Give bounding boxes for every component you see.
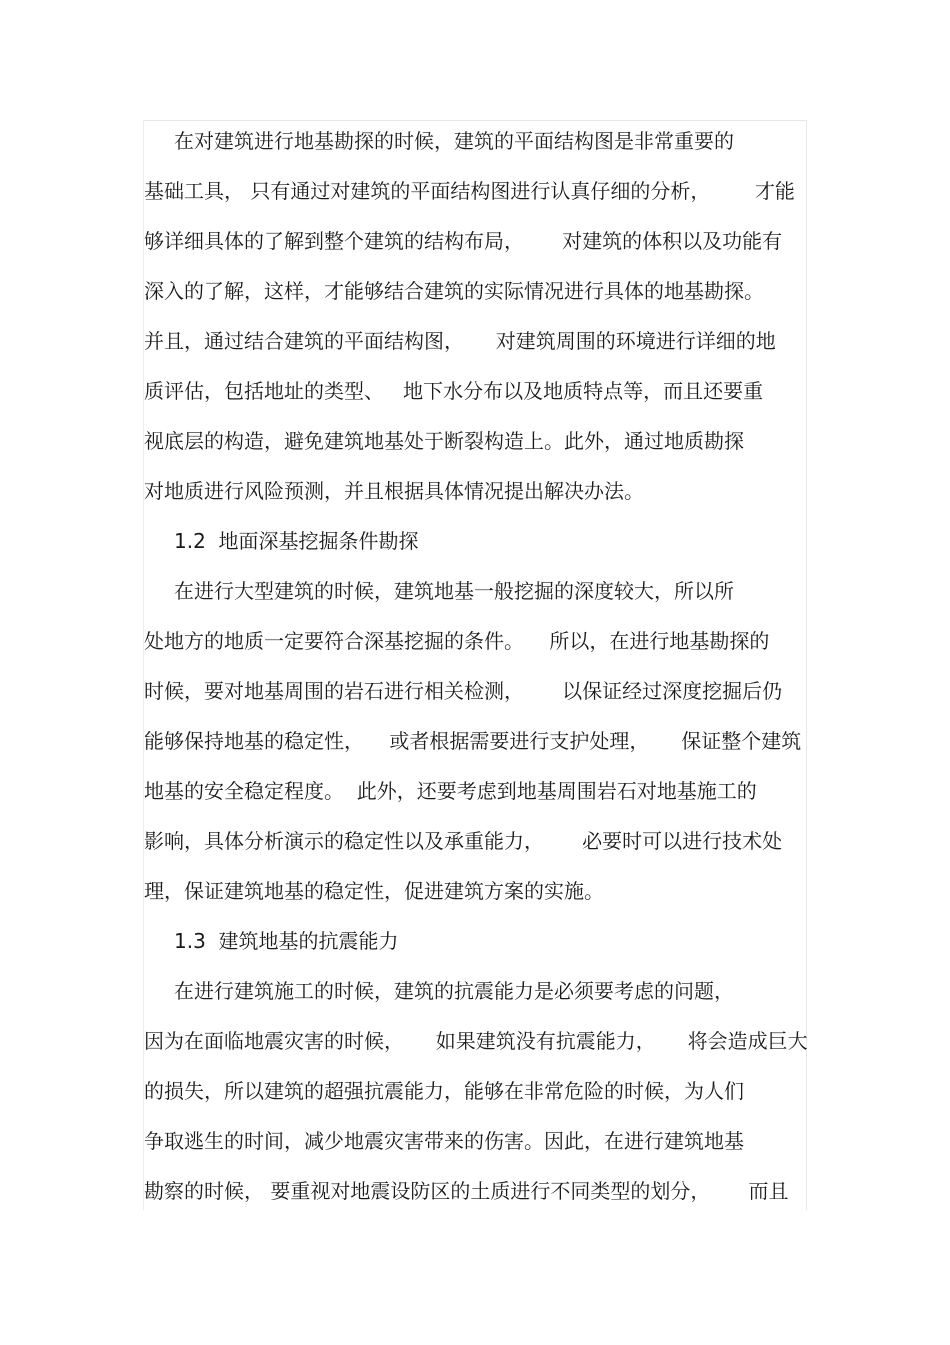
text-line: 基础工具， 只有通过对建筑的平面结构图进行认真仔细的分析， 才能 <box>144 179 795 203</box>
text-line: 并且，通过结合建筑的平面结构图， 对建筑周围的环境进行详细的地 <box>144 329 776 353</box>
text-line: 深入的了解，这样，才能够结合建筑的实际情况进行具体的地基勘探。 <box>144 279 764 303</box>
text-line: 在对建筑进行地基勘探的时候，建筑的平面结构图是非常重要的 <box>174 129 734 153</box>
section-heading: 1.2 地面深基挖掘条件勘探 <box>174 529 419 553</box>
text-line: 够详细具体的了解到整个建筑的结构布局， 对建筑的体积以及功能有 <box>144 229 783 253</box>
text-line: 时候，要对地基周围的岩石进行相关检测， 以保证经过深度挖掘后仍 <box>144 679 783 703</box>
text-line: 在进行大型建筑的时候，建筑地基一般挖掘的深度较大，所以所 <box>174 579 734 603</box>
text-line: 争取逃生的时间，减少地震灾害带来的伤害。因此，在进行建筑地基 <box>144 1129 744 1153</box>
text-line: 能够保持地基的稳定性， 或者根据需要进行支护处理， 保证整个建筑 <box>144 729 802 753</box>
text-line: 理，保证建筑地基的稳定性，促进建筑方案的实施。 <box>144 879 604 903</box>
text-line: 在进行建筑施工的时候，建筑的抗震能力是必须要考虑的问题， <box>174 979 734 1003</box>
text-line: 的损失，所以建筑的超强抗震能力，能够在非常危险的时候，为人们 <box>144 1079 744 1103</box>
text-line: 视底层的构造，避免建筑地基处于断裂构造上。此外，通过地质勘探 <box>144 429 744 453</box>
text-line: 影响，具体分析演示的稳定性以及承重能力， 必要时可以进行技术处 <box>144 829 783 853</box>
text-line: 地基的安全稳定程度。 此外，还要考虑到地基周围岩石对地基施工的 <box>144 779 757 803</box>
text-line: 对地质进行风险预测，并且根据具体情况提出解决办法。 <box>144 479 644 503</box>
section-heading: 1.3 建筑地基的抗震能力 <box>174 929 399 953</box>
text-line: 处地方的地质一定要符合深基挖掘的条件。 所以，在进行地基勘探的 <box>144 629 770 653</box>
document-body <box>144 118 808 1218</box>
text-line: 因为在面临地震灾害的时候， 如果建筑没有抗震能力， 将会造成巨大 <box>144 1029 808 1053</box>
text-line: 勘察的时候， 要重视对地震设防区的土质进行不同类型的划分， 而且 <box>144 1179 789 1203</box>
text-line: 质评估，包括地址的类型、 地下水分布以及地质特点等，而且还要重 <box>144 379 764 403</box>
